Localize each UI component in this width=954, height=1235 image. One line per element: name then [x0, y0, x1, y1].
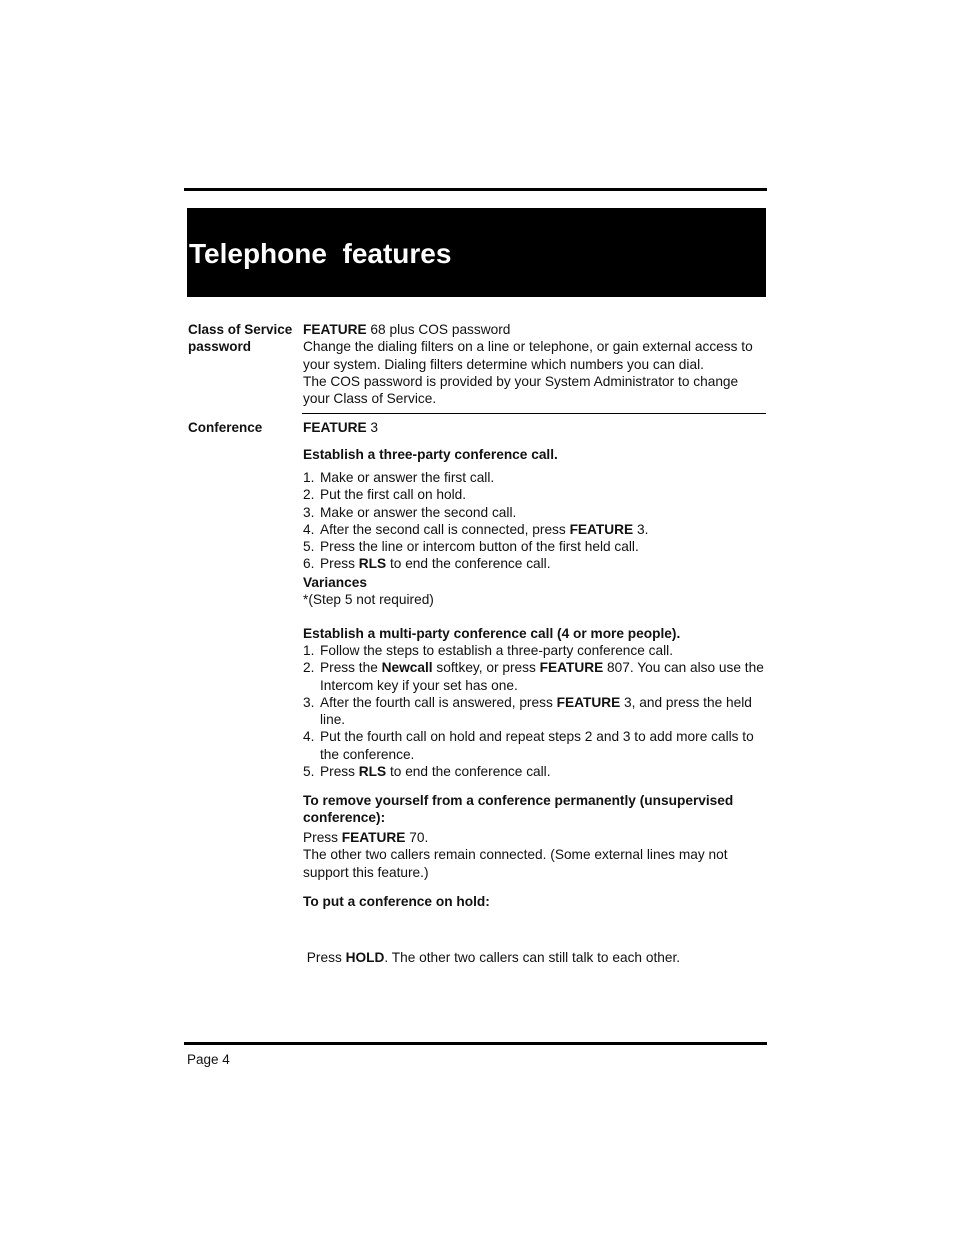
cos-desc2: The COS password is provided by your System Administrator to change your Class of Service.	[303, 373, 739, 407]
step-text: Put the first call on hold.	[320, 487, 467, 503]
multi-party-steps-container	[303, 642, 767, 780]
step-text: Press the	[320, 660, 382, 676]
step-item	[303, 555, 767, 572]
step-text: Newcall	[381, 660, 433, 676]
cos-term	[188, 321, 292, 355]
step-text: FEATURE	[556, 694, 621, 710]
remove-press-post: 70.	[405, 830, 429, 845]
cos-code	[303, 321, 767, 338]
conference-code	[303, 419, 767, 436]
step-text: Follow the steps to establish a three-party conference call.	[320, 643, 674, 658]
step-text: FEATURE	[539, 660, 604, 676]
conference-code-rest: 3	[366, 420, 379, 435]
step-item	[303, 521, 767, 538]
step-text: 3, and press the held line.	[320, 694, 752, 728]
cos-body	[303, 321, 767, 407]
step-number: 1.	[303, 643, 315, 658]
step-number: 6.	[303, 556, 315, 572]
remove-heading: To remove yourself from a conference permanently (unsupervised conference):	[303, 793, 734, 826]
step-item	[303, 763, 767, 780]
variances-text: *(Step 5 not required)	[303, 592, 434, 608]
multi-party-steps	[303, 642, 767, 780]
step-text: softkey, or press	[432, 660, 540, 676]
page-title: Telephone features	[189, 238, 452, 269]
step-number: 1.	[303, 470, 315, 485]
cos-code-rest: 68 plus COS password	[366, 322, 511, 337]
step-text: to end the conference call.	[386, 764, 551, 780]
top-rule	[184, 188, 767, 191]
step-text: After the fourth call is answered, press	[320, 694, 557, 710]
step-text: FEATURE	[569, 521, 634, 537]
step-text: Press	[320, 764, 359, 780]
conference-code-bold: FEATURE	[303, 420, 367, 435]
step-text: After the second call is connected, press	[320, 521, 570, 537]
step-number: 3.	[303, 694, 315, 710]
step-text: Put the fourth call on hold and repeat steps 2 and 3 to add more calls to the conference.	[320, 729, 754, 762]
cos-term-line2: password	[188, 339, 252, 354]
step-text: 807. You can also use the Intercom key if your set has one.	[320, 660, 764, 693]
step-number: 5.	[303, 539, 315, 555]
step-text: Press the line or intercom button of the first held call.	[320, 539, 639, 555]
step-item	[303, 694, 767, 729]
step-text: Make or answer the first call.	[320, 470, 495, 485]
step-item	[303, 642, 767, 659]
step-number: 5.	[303, 764, 315, 780]
bottom-rule	[184, 1042, 767, 1045]
title-banner	[187, 208, 766, 297]
cos-desc1: Change the dialing filters on a line or telephone, or gain external access to your system. Dialing filters determine which numbers you can dial.	[303, 339, 753, 372]
step-item	[303, 728, 767, 763]
step-number: 2.	[303, 487, 315, 503]
step-item	[303, 538, 767, 555]
step-number: 4.	[303, 521, 315, 537]
step-text: RLS	[358, 556, 387, 572]
hold-body	[303, 914, 767, 983]
step-text: Press	[320, 556, 359, 572]
step-text: to end the conference call.	[386, 556, 551, 572]
multi-party-heading: Establish a multi-party conference call (4 or more people).	[303, 626, 681, 641]
remove-press-bold: FEATURE	[341, 830, 406, 845]
cos-term-line1: Class of Service	[188, 322, 293, 337]
three-party-steps	[303, 469, 767, 573]
hold-press-post: . The other two callers can still talk to each other.	[384, 949, 681, 965]
step-number: 4.	[303, 729, 315, 745]
remove-note: The other two callers remain connected. (Some external lines may not support this feature.)	[303, 847, 728, 880]
step-text: 3.	[633, 521, 649, 537]
hold-press-bold: HOLD	[345, 949, 385, 965]
step-number: 2.	[303, 660, 315, 676]
step-text: Make or answer the second call.	[320, 504, 517, 520]
hold-heading: To put a conference on hold:	[303, 894, 490, 909]
step-item	[303, 469, 767, 486]
section-divider	[302, 413, 766, 414]
remove-body	[303, 829, 767, 881]
variances-label: Variances	[303, 575, 367, 590]
three-party-heading: Establish a three-party conference call.	[303, 447, 558, 462]
step-text: RLS	[358, 764, 387, 780]
remove-press-pre: Press	[303, 830, 342, 845]
hold-press	[303, 949, 767, 966]
conference-term: Conference	[188, 420, 263, 435]
remove-press	[303, 829, 767, 846]
step-item	[303, 504, 767, 521]
step-item	[303, 486, 767, 503]
cos-code-bold: FEATURE	[303, 322, 367, 337]
variances-block	[303, 574, 767, 609]
step-number: 3.	[303, 504, 315, 520]
step-item	[303, 659, 767, 694]
three-party-steps-container	[303, 469, 767, 573]
page-number: Page 4	[187, 1052, 230, 1067]
hold-press-pre: Press	[303, 949, 346, 965]
